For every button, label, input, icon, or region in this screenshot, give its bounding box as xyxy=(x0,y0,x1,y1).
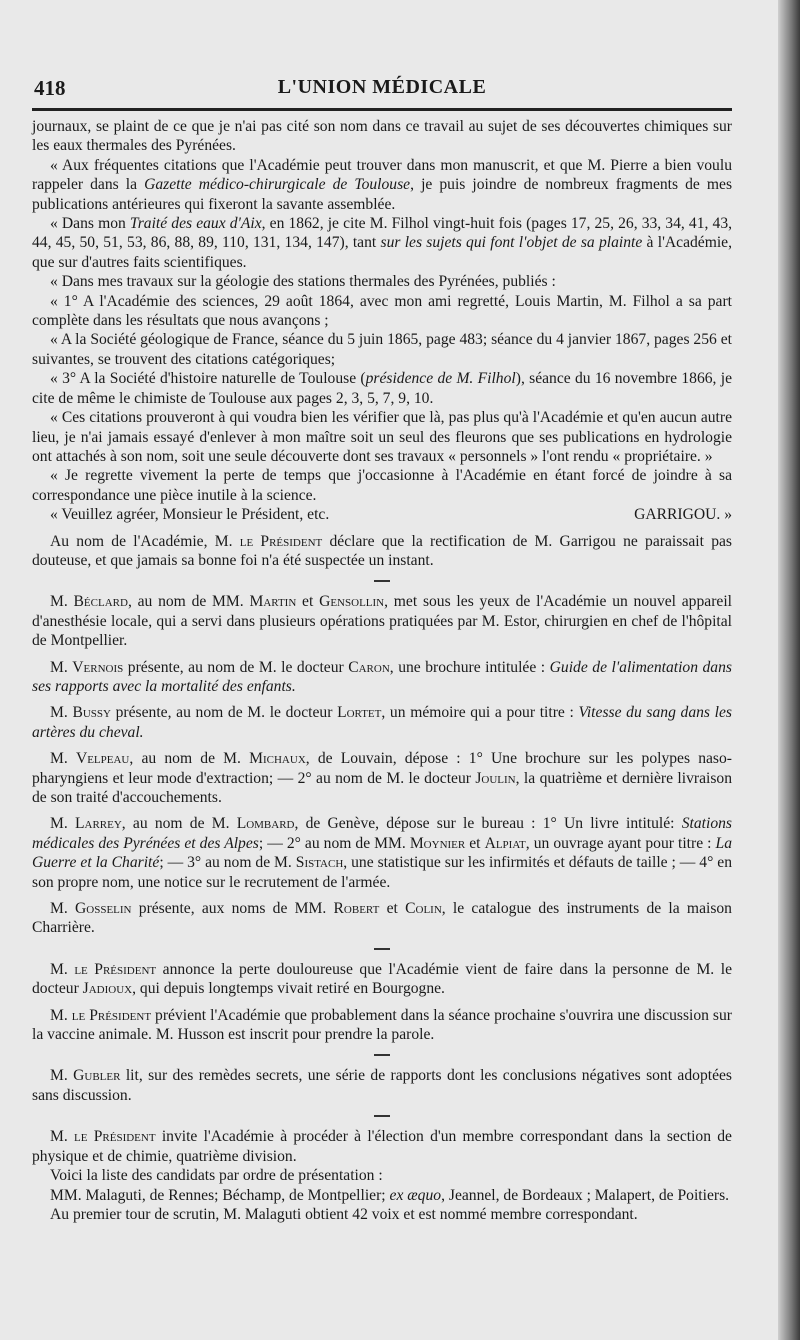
text-run: présente, au nom de M. le docteur xyxy=(110,704,338,722)
text-run: Voici la liste des candidats par ordre de présentation : xyxy=(50,1167,383,1185)
text-run: Sistach xyxy=(295,854,344,872)
paragraph xyxy=(32,330,732,369)
text-run: le Président xyxy=(74,960,157,978)
text-run: lit, sur des remèdes secrets, une série de rapports dont les conclusions négatives sont adoptées sans discussion. xyxy=(32,1067,732,1104)
paragraph xyxy=(32,117,732,156)
text-run: présente, aux noms de MM. xyxy=(131,900,334,918)
text-run: , Jeannel, de Bordeaux ; Malapert, de Poitiers. xyxy=(441,1186,730,1204)
section-separator xyxy=(374,1115,390,1117)
text-run: « 1° A l'Académie des sciences, 29 août 1864, avec mon ami regretté, Louis Martin, M. Filhol a sa part complète dans les résultats que nous avançons ; xyxy=(32,292,732,330)
text-run: Vernois xyxy=(72,658,124,676)
text-run: Colin xyxy=(405,900,442,918)
signature-line xyxy=(32,505,732,524)
text-run: , de Louvain, dépose : 1° Une brochure sur les polypes naso-pharyngiens et leur mode d'extraction; — 2° au nom de M. le docteur xyxy=(32,750,732,787)
text-run: Traité des eaux d'Aix xyxy=(129,215,262,233)
text-run: Vitesse du sang dans les artères du cheval. xyxy=(32,704,732,741)
paragraph xyxy=(32,703,732,742)
text-run: , met sous les yeux de l'Académie un nouvel appareil d'anesthésie locale, qui a servi dans plusieurs opérations pratiquées par M. Estor, chirurgien en chef de l'hôpital de Montpellier. xyxy=(32,593,732,650)
text-run: le Président xyxy=(239,532,323,550)
text-run: Michaux xyxy=(249,750,306,768)
text-run: « Ces citations prouveront à qui voudra bien les vérifier que là, pas plus qu'à l'Académie et qu'en aucun autre lieu, je n'ai jamais essayé d'enlever à mon maître soit un seul des fleurons que ses publications en hydrologie ont attachés à son nom, soit une seule découverte dont ses travaux « personnels » l'ont rendu « propriétaire. » xyxy=(32,409,732,465)
text-run: , je puis joindre de nombreux fragments de mes publications antérieures qui fixeront la savante assemblée. xyxy=(32,176,733,213)
text-run: le Président xyxy=(74,1128,156,1146)
text-run: Béclard xyxy=(73,593,128,611)
text-run: et xyxy=(379,900,406,918)
paragraph xyxy=(32,814,732,892)
paragraph xyxy=(32,532,732,571)
text-run: présidence de M. Filhol xyxy=(365,370,516,388)
text-run: présente, au nom de M. le docteur xyxy=(123,658,349,676)
text-run: , qui depuis longtemps vivait retiré en Bourgogne. xyxy=(132,980,445,998)
text-run: ), séance du 16 novembre 1866, je cite de même le chimiste de Toulouse aux pages 2, 3, 5, 7, 9, 10. xyxy=(32,370,732,407)
text-run: M. xyxy=(50,1128,75,1146)
text-run: « Dans mon xyxy=(50,215,130,233)
text-run: déclare que la rectification de M. Garrigou ne paraissait pas douteuse, et que jamais sa bonne foi n'a été suspectée un instant. xyxy=(32,532,732,569)
paragraph xyxy=(32,1166,732,1185)
text-run: Gazette médico-chirurgicale de Toulouse xyxy=(144,176,411,194)
page-number: 418 xyxy=(34,76,66,100)
text-run: « Veuillez agréer, Monsieur le Président, etc. xyxy=(50,506,330,524)
text-run: M. xyxy=(50,593,74,611)
text-run: « A la Société géologique de France, séance du 5 juin 1865, page 483; séance du 4 janvier 1867, pages 256 et suivantes, se trouvent des citations catégoriques; xyxy=(32,331,732,368)
paragraph xyxy=(32,899,732,938)
paragraph xyxy=(32,592,732,650)
paragraph xyxy=(32,466,732,505)
text-run: Au nom de l'Académie, M. xyxy=(50,532,240,550)
paragraph xyxy=(32,214,732,272)
text-run: Caron xyxy=(348,658,390,676)
text-run: M. xyxy=(50,658,73,676)
header-rule xyxy=(32,108,732,111)
running-title: L'UNION MÉDICALE xyxy=(277,76,487,98)
text-run: , en 1862, je cite M. Filhol vingt-huit fois (pages 17, 25, 26, 33, 34, 41, 43, 44, 45, 50, 51, 53, 86, 88, 89, 110, 131, 134, 147), tant xyxy=(32,215,733,252)
signature: GARRIGOU. » xyxy=(634,506,732,524)
paragraph xyxy=(32,369,732,408)
paragraph xyxy=(32,1127,732,1166)
text-run: Stations médicales des Pyrénées et des Alpes xyxy=(32,815,732,852)
text-run: « 3° A la Société d'histoire naturelle de Toulouse ( xyxy=(50,370,366,388)
paragraph xyxy=(32,1186,732,1205)
paragraph xyxy=(32,960,732,999)
text-run: M. xyxy=(50,704,73,722)
paragraph xyxy=(32,156,732,214)
page-header xyxy=(32,70,732,104)
text-run: journaux, se plaint de ce que je n'ai pas cité son nom dans ce travail au sujet de ses découvertes chimiques sur les eaux thermales des Pyrénées. xyxy=(32,118,732,155)
text-run: Gubler xyxy=(73,1067,121,1085)
text-run: Lortet xyxy=(337,704,382,722)
paragraph xyxy=(32,292,732,331)
paragraph xyxy=(32,1006,732,1045)
text-run: MM. Malaguti, de Rennes; Béchamp, de Montpellier; xyxy=(50,1186,390,1204)
text-run: La Guerre et la Charité xyxy=(32,834,732,872)
section-separator xyxy=(374,1054,390,1056)
text-run: « Aux fréquentes citations que l'Académie peut trouver dans mon manuscrit, et que M. Pierre a bien voulu rappeler dans la xyxy=(32,156,732,194)
text-run: M. xyxy=(50,900,76,918)
text-run: et xyxy=(465,834,485,852)
section-separator xyxy=(374,580,390,582)
text-run: ; — 2° au nom de MM. xyxy=(258,834,410,852)
text-run: Larrey xyxy=(74,815,122,833)
text-run: ; — 3° au nom de M. xyxy=(159,854,296,872)
text-run: , un ouvrage ayant pour titre : xyxy=(525,834,716,852)
text-run: Lombard xyxy=(236,815,295,833)
text-run: le Président xyxy=(71,1006,152,1024)
text-run: Moynier xyxy=(409,834,466,852)
text-run: Joulin xyxy=(475,769,516,787)
text-run: Martin xyxy=(249,593,297,611)
text-run: annonce la perte douloureuse que l'Académie vient de faire dans la personne de M. le docteur xyxy=(32,960,732,998)
text-run: ex æquo xyxy=(389,1186,442,1204)
paragraph xyxy=(32,272,732,291)
text-run: , une brochure intitulée : xyxy=(389,658,550,676)
text-run: « Dans mes travaux sur la géologie des stations thermales des Pyrénées, publiés : xyxy=(50,273,556,291)
document-page xyxy=(32,70,732,1224)
text-run: prévient l'Académie que probablement dans la séance prochaine s'ouvrira une discussion sur la vaccine animale. M. Husson est inscrit pour prendre la parole. xyxy=(32,1006,732,1044)
text-run: , au nom de M. xyxy=(129,750,250,768)
text-run: Bussy xyxy=(72,704,111,722)
text-run: M. xyxy=(50,1067,74,1085)
page-edge-shadow xyxy=(778,0,800,1340)
text-run: Guide de l'alimentation dans ses rapports avec la mortalité des enfants. xyxy=(32,658,732,695)
text-run: , la quatrième et dernière livraison de son traité d'accouchements. xyxy=(32,769,732,806)
text-run: « Je regrette vivement la perte de temps que j'occasionne à l'Académie en étant forcé de joindre à sa correspondance une pièce inutile à la science. xyxy=(32,467,732,504)
paragraph xyxy=(32,749,732,807)
section-separator xyxy=(374,948,390,950)
text-run: , au nom de M. xyxy=(121,815,237,833)
text-run: Gosselin xyxy=(75,900,132,918)
paragraph xyxy=(32,408,732,466)
text-run: à l'Académie, que sur d'autres faits scientifiques. xyxy=(32,234,732,271)
paragraph xyxy=(32,658,732,697)
text-run: , le catalogue des instruments de la maison Charrière. xyxy=(32,900,732,937)
text-run: et xyxy=(296,593,320,611)
text-run: , de Genève, dépose sur le bureau : 1° Un livre intitulé: xyxy=(294,815,682,833)
text-run: Alpiat xyxy=(484,834,526,852)
paragraph xyxy=(32,1066,732,1105)
text-run: M. xyxy=(50,815,75,833)
text-run: Jadioux xyxy=(82,980,133,998)
text-run: , un mémoire qui a pour titre : xyxy=(381,704,579,722)
text-run: M. xyxy=(50,960,75,978)
paragraph xyxy=(32,1205,732,1224)
text-run: M. xyxy=(50,750,76,768)
text-run: M. xyxy=(50,1006,72,1024)
text-run: sur les sujets qui font l'objet de sa plainte xyxy=(380,234,643,252)
text-run: , une statistique sur les infirmités et défauts de taille ; — 4° en son propre nom, une notice sur le recrutement de l'armée. xyxy=(32,854,733,891)
text-run: invite l'Académie à procéder à l'élection d'un membre correspondant dans la section de physique et de chimie, quatrième division. xyxy=(32,1128,732,1165)
text-run: Velpeau xyxy=(75,750,130,768)
text-run: , au nom de MM. xyxy=(127,593,250,611)
text-run: Robert xyxy=(333,900,380,918)
text-run: Au premier tour de scrutin, M. Malaguti obtient 42 voix et est nommé membre correspondant. xyxy=(50,1205,638,1223)
text-run: Gensollin xyxy=(319,593,385,611)
